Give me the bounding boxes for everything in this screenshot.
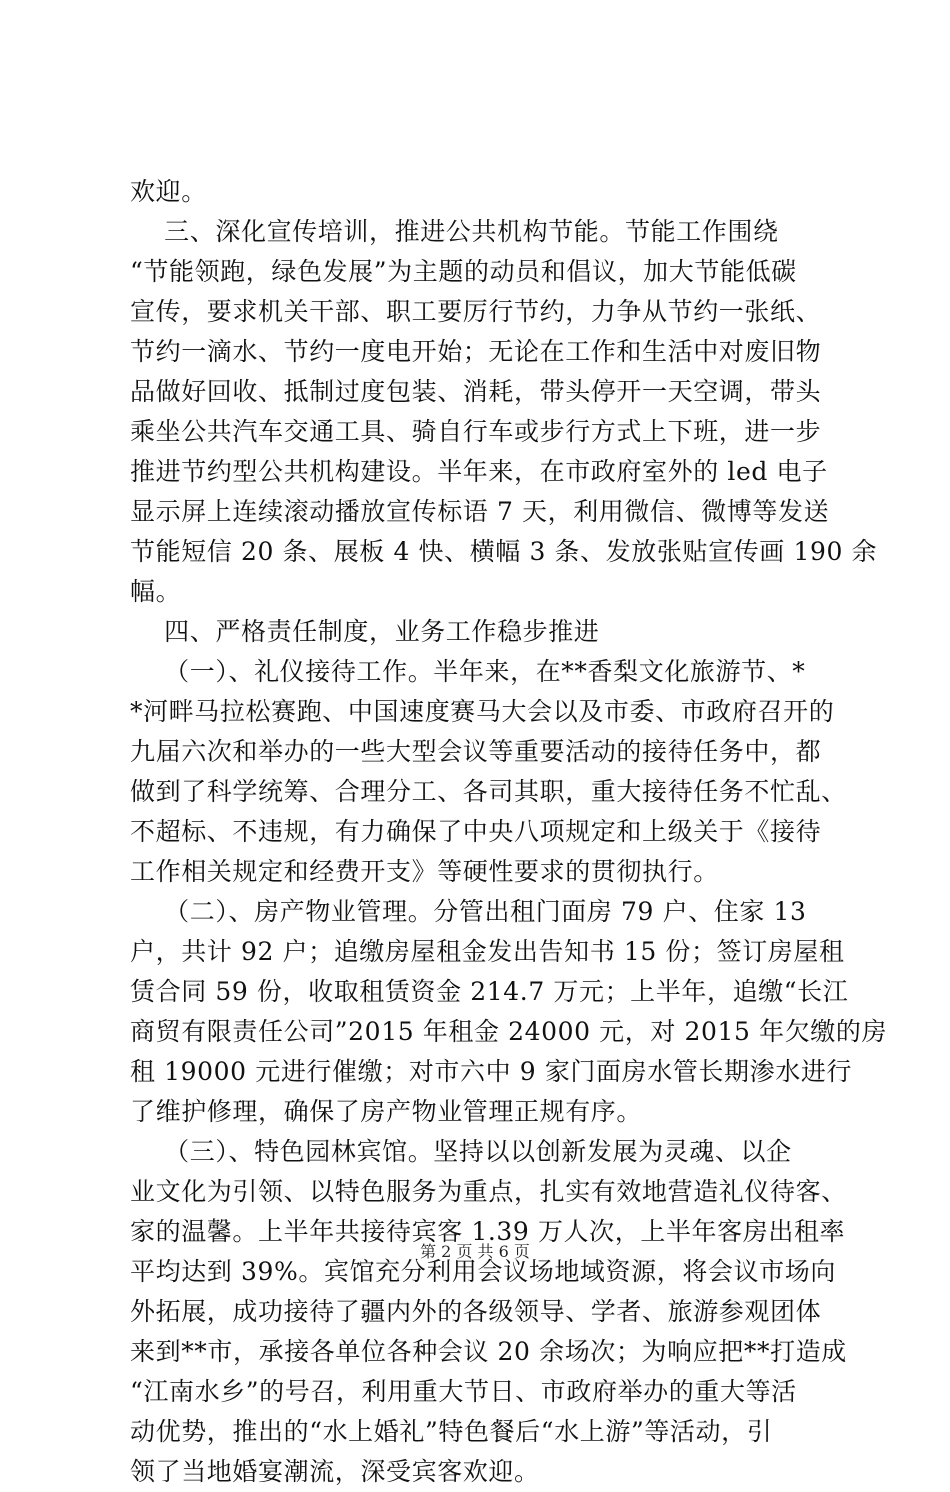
text-line: （二）、房产物业管理。分管出租门面房 79 户、住家 13	[130, 897, 807, 926]
text-line: 显示屏上连续滚动播放宣传标语 7 天，利用微信、微博等发送	[130, 497, 830, 526]
text-line: 业文化为引领、以特色服务为重点，扎实有效地营造礼仪待客、	[130, 1177, 847, 1206]
text-line: 赁合同 59 份，收取租赁资金 214.7 万元；上半年，追缴“长江	[130, 977, 849, 1006]
text-line: 外拓展，成功接待了疆内外的各级领导、学者、旅游参观团体	[130, 1297, 822, 1326]
text-line: 品做好回收、抵制过度包装、消耗，带头停开一天空调，带头	[130, 377, 822, 406]
text-line: 节约一滴水、节约一度电开始；无论在工作和生活中对废旧物	[130, 337, 822, 366]
text-line: 乘坐公共汽车交通工具、骑自行车或步行方式上下班，进一步	[130, 417, 822, 446]
text-line: （一）、礼仪接待工作。半年来，在**香梨文化旅游节、*	[130, 657, 806, 686]
text-line: 家的温馨。上半年共接待宾客 1.39 万人次，上半年客房出租率	[130, 1217, 846, 1246]
text-line: （三）、特色园林宾馆。坚持以以创新发展为灵魂、以企	[130, 1137, 792, 1166]
text-line: “节能领跑，绿色发展”为主题的动员和倡议，加大节能低碳	[130, 257, 797, 286]
text-line: 做到了科学统筹、合理分工、各司其职，重大接待任务不忙乱、	[130, 777, 847, 806]
text-line: 节能短信 20 条、展板 4 快、横幅 3 条、发放张贴宣传画 190 余	[130, 537, 878, 566]
text-line: 动优势，推出的“水上婚礼”特色餐后“水上游”等活动，引	[130, 1417, 773, 1446]
text-line: 宣传，要求机关干部、职工要厉行节约，力争从节约一张纸、	[130, 297, 822, 326]
document-body	[130, 172, 888, 1492]
text-line: 了维护修理，确保了房产物业管理正规有序。	[130, 1097, 643, 1126]
text-line: 平均达到 39%。宾馆充分利用会议场地域资源，将会议市场向	[130, 1257, 836, 1286]
text-line: “江南水乡”的号召，利用重大节日、市政府举办的重大等活	[130, 1377, 797, 1406]
section-heading: 四、严格责任制度，业务工作稳步推进	[130, 617, 600, 646]
text-line: 九届六次和举办的一些大型会议等重要活动的接待任务中，都	[130, 737, 822, 766]
text-line: 三、深化宣传培训，推进公共机构节能。节能工作围绕	[130, 217, 779, 246]
text-line: *河畔马拉松赛跑、中国速度赛马大会以及市委、市政府召开的	[130, 697, 835, 726]
text-line: 租 19000 元进行催缴；对市六中 9 家门面房水管长期渗水进行	[130, 1057, 853, 1086]
text-line: 不超标、不违规，有力确保了中央八项规定和上级关于《接待	[130, 817, 822, 846]
text-line: 领了当地婚宴潮流，深受宾客欢迎。	[130, 1457, 540, 1486]
text-line: 工作相关规定和经费开支》等硬性要求的贯彻执行。	[130, 857, 719, 886]
text-line: 推进节约型公共机构建设。半年来，在市政府室外的 led 电子	[130, 457, 828, 486]
text-line: 欢迎。	[130, 177, 207, 206]
text-line: 户，共计 92 户；追缴房屋租金发出告知书 15 份；签订房屋租	[130, 937, 845, 966]
text-line: 幅。	[130, 577, 182, 606]
text-line: 来到**市，承接各单位各种会议 20 余场次；为响应把**打造成	[130, 1337, 847, 1366]
page-number-footer: 第 2 页 共 6 页	[420, 1242, 530, 1261]
text-line: 商贸有限责任公司”2015 年租金 24000 元，对 2015 年欠缴的房	[130, 1017, 888, 1046]
